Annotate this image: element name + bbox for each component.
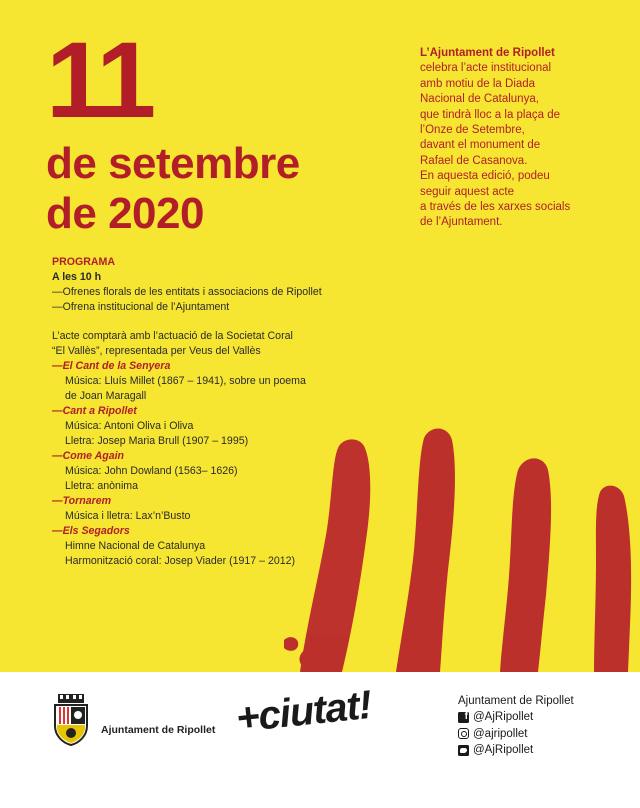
intro-text bbox=[420, 46, 635, 231]
intro-line: Rafael de Casanova. bbox=[420, 154, 528, 167]
piece-detail: Música: Antoni Oliva i Oliva bbox=[65, 420, 194, 432]
piece-detail: Himne Nacional de Catalunya bbox=[65, 540, 206, 552]
intro-line: a través de les xarxes socials bbox=[420, 201, 571, 214]
piece-detail: Lletra: anònima bbox=[65, 480, 139, 492]
social-facebook[interactable] bbox=[458, 709, 574, 725]
ripollet-crest-icon bbox=[52, 694, 90, 746]
twitter-icon bbox=[458, 745, 469, 756]
piece-title: —El Cant de la Senyera bbox=[52, 360, 171, 372]
piece-detail: de Joan Maragall bbox=[65, 390, 147, 402]
intro-line: celebra l’acte institucional bbox=[420, 62, 552, 75]
program-item: —Ofrenes florals de les entitats i associacions de Ripollet bbox=[52, 286, 322, 298]
social-block bbox=[458, 693, 574, 759]
piece-title: —Els Segadors bbox=[52, 525, 130, 537]
date-year: de 2020 bbox=[46, 189, 204, 238]
intro-line: de l’Ajuntament. bbox=[420, 216, 503, 229]
intro-line: que tindrà lloc a la plaça de bbox=[420, 108, 561, 121]
choir-intro: L’acte comptarà amb l’actuació de la Societat Coral bbox=[52, 330, 293, 342]
intro-line: l’Onze de Setembre, bbox=[420, 124, 525, 137]
instagram-handle: @ajripollet bbox=[473, 727, 528, 740]
facebook-icon bbox=[458, 712, 469, 723]
piece-detail: Música: Lluís Millet (1867 – 1941), sobre un poema bbox=[65, 375, 306, 387]
program-time: A les 10 h bbox=[52, 271, 102, 283]
choir-intro: “El Vallès”, representada per Veus del Vallès bbox=[52, 345, 261, 357]
piece-detail: Lletra: Josep Maria Brull (1907 – 1995) bbox=[65, 435, 249, 447]
piece-title: —Tornarem bbox=[52, 495, 112, 507]
date-month: de setembre bbox=[46, 139, 300, 188]
spacer bbox=[52, 315, 392, 329]
intro-line: Nacional de Catalunya, bbox=[420, 93, 539, 106]
program-heading: PROGRAMA bbox=[52, 256, 115, 268]
piece-title: —Cant a Ripollet bbox=[52, 405, 137, 417]
twitter-handle: @AjRipollet bbox=[473, 744, 534, 757]
piece-detail: Música: John Dowland (1563– 1626) bbox=[65, 465, 238, 477]
social-twitter[interactable] bbox=[458, 742, 574, 758]
intro-line: davant el monument de bbox=[420, 139, 541, 152]
facebook-handle: @AjRipollet bbox=[473, 711, 534, 724]
program-section bbox=[52, 255, 392, 569]
intro-heading: L’Ajuntament de Ripollet bbox=[420, 47, 555, 59]
instagram-icon bbox=[458, 728, 469, 739]
social-instagram[interactable] bbox=[458, 726, 574, 742]
intro-line: amb motiu de la Diada bbox=[420, 77, 536, 90]
social-title: Ajuntament de Ripollet bbox=[458, 695, 574, 707]
program-item: —Ofrena institucional de l’Ajuntament bbox=[52, 301, 230, 313]
piece-detail: Música i lletra: Lax’n’Busto bbox=[65, 510, 191, 522]
footer-logo-label: Ajuntament de Ripollet bbox=[101, 724, 216, 736]
ciutat-slogan-logo: +ciutat! bbox=[234, 682, 374, 741]
piece-detail: Harmonització coral: Josep Viader (1917 – 2012) bbox=[65, 555, 296, 567]
intro-line: seguir aquest acte bbox=[420, 185, 514, 198]
date-day: 11 bbox=[46, 19, 153, 140]
piece-title: —Come Again bbox=[52, 450, 125, 462]
intro-line: En aquesta edició, podeu bbox=[420, 170, 550, 183]
